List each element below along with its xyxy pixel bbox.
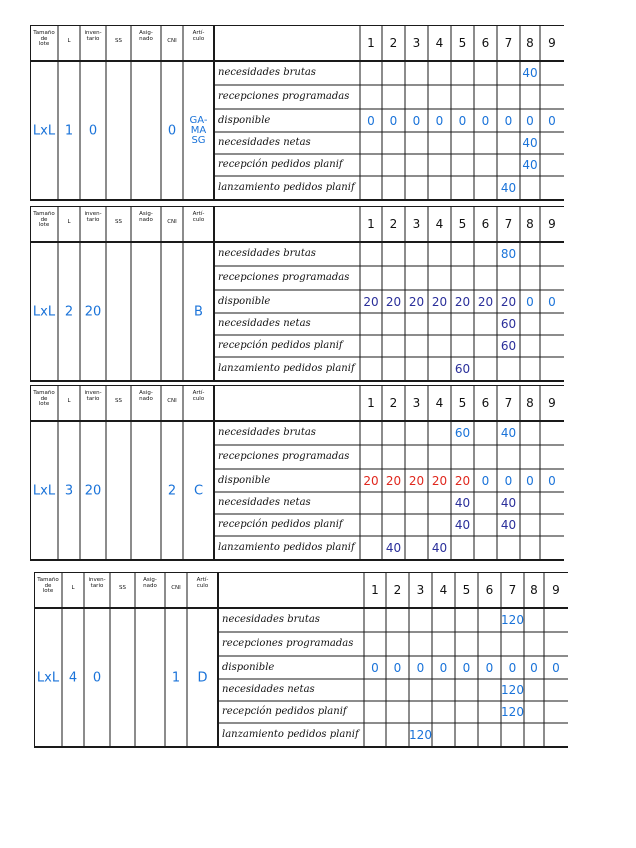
header-period-5: 5 (458, 36, 467, 50)
item-tamano-lote: LxL (36, 670, 60, 685)
cell-value: 0 (412, 113, 421, 128)
cell-value: 0 (462, 660, 471, 675)
header-period-6: 6 (485, 583, 494, 597)
row-label-5: recepción pedidos planif (218, 519, 343, 530)
row-label-6: lanzamiento pedidos planif (218, 182, 355, 193)
mrp-block-3 (30, 385, 564, 560)
header-period-6: 6 (481, 36, 490, 50)
header-period-7: 7 (504, 396, 513, 410)
header-period-8: 8 (530, 583, 538, 597)
item-tamano-lote: LxL (32, 123, 56, 138)
row-label-1: necesidades brutas (218, 67, 316, 78)
header-period-9: 9 (548, 396, 556, 410)
cell-value: 20 (408, 473, 425, 488)
cell-value: 20 (363, 473, 379, 488)
row-label-5: recepción pedidos planif (218, 340, 343, 351)
cell-value: 0 (526, 473, 534, 488)
cell-value: 40 (454, 518, 471, 532)
cell-value: 120 (501, 705, 524, 719)
item-articulo: GA- MA SG (189, 114, 208, 146)
cell-value: 20 (385, 473, 402, 488)
header-period-6: 6 (481, 217, 490, 231)
cell-value: 0 (439, 660, 448, 675)
cell-value: 0 (367, 113, 375, 128)
row-label-6: lanzamiento pedidos planif (218, 542, 355, 553)
cell-value: 0 (485, 660, 494, 675)
header-period-1: 1 (367, 217, 375, 231)
cell-value: 40 (522, 66, 538, 80)
cell-value: 0 (530, 660, 538, 675)
header-period-1: 1 (367, 396, 375, 410)
header-asignado: Asig- nado (143, 577, 157, 589)
cell-value: 60 (454, 426, 471, 440)
item-tamano-lote: LxL (32, 483, 56, 498)
header-period-5: 5 (458, 217, 467, 231)
cell-value: 40 (431, 541, 448, 555)
header-l: L (71, 585, 75, 591)
cell-value: 20 (500, 294, 517, 309)
cell-value: 20 (408, 294, 425, 309)
header-period-8: 8 (526, 217, 534, 231)
header-period-2: 2 (389, 217, 398, 231)
header-period-7: 7 (504, 36, 513, 50)
cell-value: 20 (363, 294, 379, 309)
cell-value: 40 (500, 518, 517, 532)
cell-value: 0 (548, 294, 556, 309)
cell-value: 20 (454, 473, 471, 488)
header-period-4: 4 (439, 583, 448, 597)
item-l: 4 (68, 670, 78, 685)
cell-value: 0 (481, 113, 490, 128)
header-l: L (67, 38, 71, 44)
header-period-2: 2 (389, 396, 398, 410)
cell-value: 0 (552, 660, 560, 675)
header-cni: CNI (167, 219, 177, 225)
item-articulo: B (194, 304, 203, 319)
header-ss: SS (115, 398, 122, 404)
header-ss: SS (115, 219, 122, 225)
row-label-3: disponible (218, 474, 271, 486)
item-tamano-lote: LxL (32, 304, 56, 319)
cell-value: 80 (500, 247, 517, 261)
header-period-2: 2 (393, 583, 402, 597)
cell-value: 120 (501, 683, 524, 697)
header-period-4: 4 (435, 396, 444, 410)
cell-value: 40 (500, 181, 517, 195)
cell-value: 0 (416, 660, 425, 675)
header-cni: CNI (167, 38, 177, 44)
header-period-8: 8 (526, 396, 534, 410)
item-cni: 0 (167, 123, 177, 138)
row-label-5: recepción pedidos planif (218, 159, 343, 170)
item-inventario: 20 (84, 483, 102, 498)
row-label-4: necesidades netas (218, 497, 311, 508)
header-inventario: inven- tario (84, 211, 102, 223)
row-label-4: necesidades netas (218, 137, 311, 148)
header-period-8: 8 (526, 36, 534, 50)
header-l: L (67, 219, 71, 225)
header-articulo: Artí- culo (192, 211, 205, 223)
header-period-1: 1 (367, 36, 375, 50)
item-l: 2 (64, 304, 74, 319)
header-tamano-lote: Tamaño de lote (33, 390, 55, 407)
row-label-2: recepciones programadas (218, 91, 350, 102)
header-ss: SS (119, 585, 126, 591)
header-period-3: 3 (412, 36, 421, 50)
header-period-5: 5 (458, 396, 467, 410)
item-inventario: 20 (84, 304, 102, 319)
row-label-4: necesidades netas (222, 684, 315, 695)
cell-value: 120 (409, 728, 432, 742)
header-articulo: Artí- culo (192, 30, 205, 42)
cell-value: 0 (504, 113, 513, 128)
header-ss: SS (115, 38, 122, 44)
row-label-5: recepción pedidos planif (222, 706, 347, 717)
header-articulo: Artí- culo (192, 390, 205, 402)
cell-value: 0 (548, 113, 556, 128)
header-period-1: 1 (371, 583, 379, 597)
cell-value: 0 (526, 294, 534, 309)
header-period-2: 2 (389, 36, 398, 50)
header-tamano-lote: Tamaño de lote (37, 577, 59, 594)
header-period-7: 7 (504, 217, 513, 231)
header-period-9: 9 (552, 583, 560, 597)
item-l: 1 (64, 123, 74, 138)
row-label-2: recepciones programadas (218, 451, 350, 462)
row-label-1: necesidades brutas (218, 427, 316, 438)
header-inventario: inven- tario (88, 577, 106, 589)
mrp-block-4 (34, 572, 568, 747)
item-l: 3 (64, 483, 74, 498)
header-period-9: 9 (548, 217, 556, 231)
header-cni: CNI (171, 585, 181, 591)
cell-value: 20 (454, 294, 471, 309)
header-period-3: 3 (412, 217, 421, 231)
cell-value: 40 (454, 496, 471, 510)
cell-value: 40 (385, 541, 402, 555)
row-label-4: necesidades netas (218, 318, 311, 329)
cell-value: 0 (481, 473, 490, 488)
item-inventario: 0 (92, 670, 102, 685)
row-label-3: disponible (218, 295, 271, 307)
cell-value: 20 (385, 294, 402, 309)
header-inventario: inven- tario (84, 390, 102, 402)
header-period-6: 6 (481, 396, 490, 410)
cell-value: 0 (435, 113, 444, 128)
header-tamano-lote: Tamaño de lote (33, 30, 55, 47)
row-label-3: disponible (218, 114, 271, 126)
cell-value: 20 (431, 294, 448, 309)
header-asignado: Asig- nado (139, 30, 153, 42)
cell-value: 20 (431, 473, 448, 488)
item-inventario: 0 (88, 123, 98, 138)
header-period-4: 4 (435, 217, 444, 231)
cell-value: 40 (500, 496, 517, 510)
header-asignado: Asig- nado (139, 211, 153, 223)
cell-value: 0 (526, 113, 534, 128)
cell-value: 0 (389, 113, 398, 128)
row-label-2: recepciones programadas (218, 272, 350, 283)
mrp-block-1 (30, 25, 564, 200)
cell-value: 0 (371, 660, 379, 675)
header-period-9: 9 (548, 36, 556, 50)
row-label-6: lanzamiento pedidos planif (218, 363, 355, 374)
item-cni: 1 (171, 670, 181, 685)
row-label-1: necesidades brutas (222, 614, 320, 625)
cell-value: 60 (500, 339, 517, 353)
cell-value: 0 (393, 660, 402, 675)
header-period-4: 4 (435, 36, 444, 50)
cell-value: 0 (504, 473, 513, 488)
cell-value: 40 (500, 426, 517, 440)
mrp-block-2 (30, 206, 564, 381)
header-cni: CNI (167, 398, 177, 404)
cell-value: 60 (500, 317, 517, 331)
header-inventario: inven- tario (84, 30, 102, 42)
row-label-6: lanzamiento pedidos planif (222, 729, 359, 740)
cell-value: 0 (508, 660, 517, 675)
item-articulo: D (197, 670, 208, 685)
header-period-7: 7 (508, 583, 517, 597)
item-cni: 2 (167, 483, 177, 498)
cell-value: 0 (458, 113, 467, 128)
item-articulo: C (193, 483, 204, 498)
header-period-3: 3 (412, 396, 421, 410)
cell-value: 120 (501, 613, 524, 627)
cell-value: 40 (522, 136, 538, 150)
cell-value: 20 (477, 294, 494, 309)
header-tamano-lote: Tamaño de lote (33, 211, 55, 228)
row-label-3: disponible (222, 661, 275, 673)
cell-value: 40 (522, 158, 538, 172)
header-period-5: 5 (462, 583, 471, 597)
row-label-1: necesidades brutas (218, 248, 316, 259)
header-articulo: Artí- culo (196, 577, 209, 589)
row-label-2: recepciones programadas (222, 638, 354, 649)
cell-value: 60 (454, 362, 471, 376)
header-l: L (67, 398, 71, 404)
header-asignado: Asig- nado (139, 390, 153, 402)
cell-value: 0 (548, 473, 556, 488)
header-period-3: 3 (416, 583, 425, 597)
